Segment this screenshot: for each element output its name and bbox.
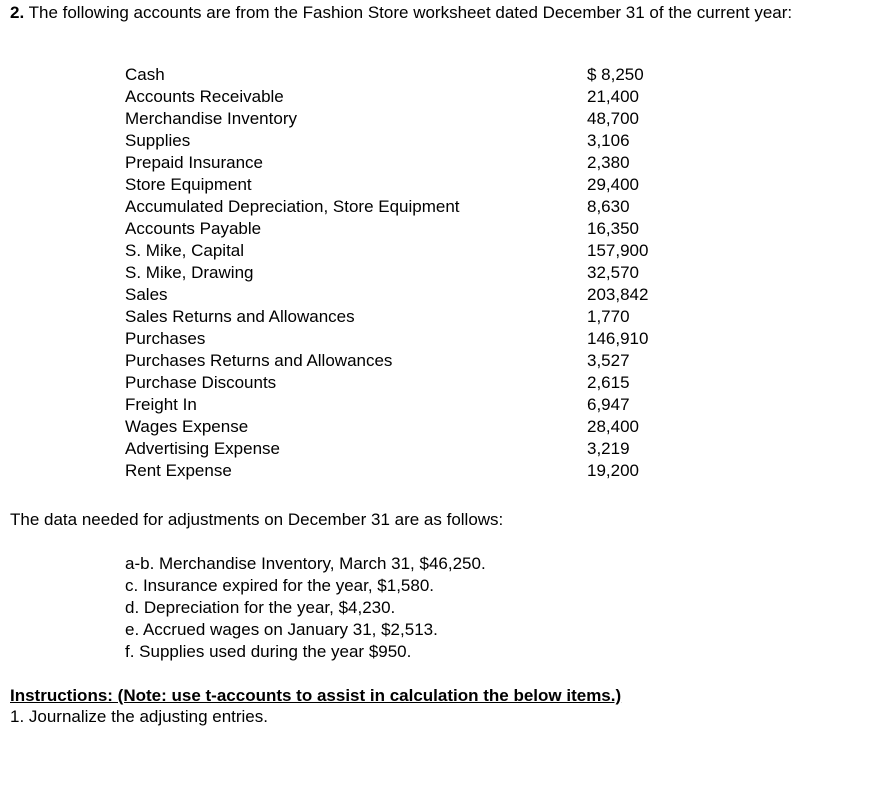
account-name: Freight In <box>125 395 197 414</box>
account-name: Purchase Discounts <box>125 373 277 392</box>
account-name: Sales <box>125 285 168 304</box>
adjustment-item: e. Accrued wages on January 31, $2,513. <box>125 620 438 639</box>
account-row <box>125 460 685 482</box>
account-name: Supplies <box>125 131 191 150</box>
account-value: 3,527 <box>587 351 630 370</box>
account-value: 8,630 <box>587 197 630 216</box>
account-row <box>125 218 685 240</box>
account-name: Accumulated Depreciation, Store Equipment <box>125 197 460 216</box>
account-value: 19,200 <box>587 461 639 480</box>
account-row <box>125 108 685 130</box>
account-value: 146,910 <box>587 329 649 348</box>
account-name: Wages Expense <box>125 417 249 436</box>
account-value: 21,400 <box>587 87 639 106</box>
account-name: Accounts Receivable <box>125 87 284 106</box>
account-value: 3,219 <box>587 439 630 458</box>
account-name: S. Mike, Capital <box>125 241 245 260</box>
account-row <box>125 438 685 460</box>
account-row <box>125 86 685 108</box>
adjustment-item: d. Depreciation for the year, $4,230. <box>125 598 396 617</box>
account-value: 32,570 <box>587 263 639 282</box>
account-row <box>125 152 685 174</box>
account-value: 29,400 <box>587 175 639 194</box>
adjustments-intro: The data needed for adjustments on December 31 are as follows: <box>10 510 504 529</box>
account-row <box>125 394 685 416</box>
account-row <box>125 64 685 86</box>
account-value: $ 8,250 <box>587 65 644 84</box>
account-value: 1,770 <box>587 307 630 326</box>
instructions-heading: Instructions: (Note: use t-accounts to assist in calculation the below items.) <box>10 686 622 705</box>
adjustment-item: f. Supplies used during the year $950. <box>125 642 412 661</box>
adjustments-list <box>125 553 486 663</box>
account-value: 203,842 <box>587 285 649 304</box>
account-name: Purchases Returns and Allowances <box>125 351 393 370</box>
account-name: Prepaid Insurance <box>125 153 263 172</box>
account-row <box>125 306 685 328</box>
account-name: Store Equipment <box>125 175 252 194</box>
account-row <box>125 372 685 394</box>
instruction-item: 1. Journalize the adjusting entries. <box>10 707 268 726</box>
account-value: 48,700 <box>587 109 639 128</box>
adjustment-item: a-b. Merchandise Inventory, March 31, $46,250. <box>125 554 486 573</box>
account-name: Merchandise Inventory <box>125 109 297 128</box>
adjustment-item: c. Insurance expired for the year, $1,580. <box>125 576 435 595</box>
account-row <box>125 196 685 218</box>
account-value: 2,615 <box>587 373 630 392</box>
account-row <box>125 328 685 350</box>
account-row <box>125 174 685 196</box>
question-body: The following accounts are from the Fashion Store worksheet dated December 31 of the current year: <box>28 3 793 22</box>
account-value: 3,106 <box>587 131 630 150</box>
account-row <box>125 262 685 284</box>
account-name: Advertising Expense <box>125 439 280 458</box>
account-row <box>125 284 685 306</box>
account-value: 16,350 <box>587 219 639 238</box>
account-name: Purchases <box>125 329 206 348</box>
account-value: 28,400 <box>587 417 639 436</box>
account-name: Sales Returns and Allowances <box>125 307 355 326</box>
account-value: 157,900 <box>587 241 649 260</box>
question-text <box>10 2 870 24</box>
account-value: 2,380 <box>587 153 630 172</box>
account-row <box>125 130 685 152</box>
account-row <box>125 350 685 372</box>
account-value: 6,947 <box>587 395 630 414</box>
account-row <box>125 240 685 262</box>
account-name: Accounts Payable <box>125 219 262 238</box>
account-name: Rent Expense <box>125 461 232 480</box>
account-row <box>125 416 685 438</box>
accounts-list <box>125 64 685 482</box>
account-name: S. Mike, Drawing <box>125 263 254 282</box>
question-number: 2. <box>10 3 25 22</box>
account-name: Cash <box>125 65 165 84</box>
